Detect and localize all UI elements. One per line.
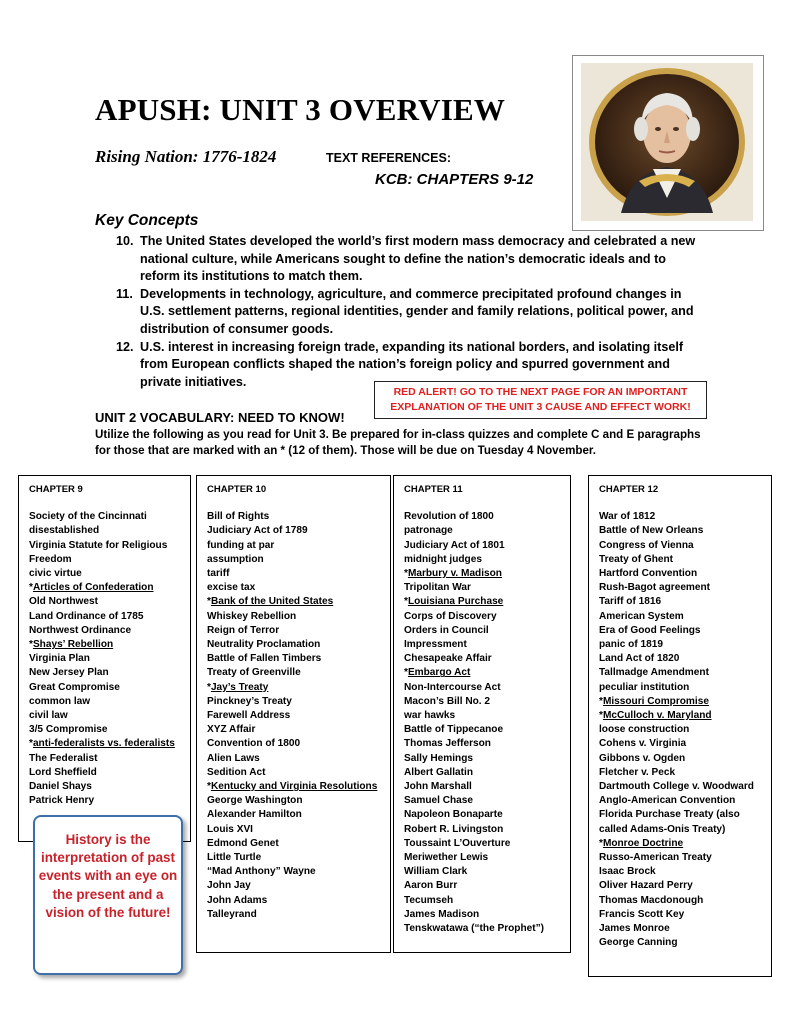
vocab-term xyxy=(404,695,560,709)
vocab-term xyxy=(29,610,180,624)
vocab-term xyxy=(599,581,761,595)
vocab-term-text: Battle of Fallen Timbers xyxy=(207,653,322,665)
vocab-term-text: Non-Intercourse Act xyxy=(404,681,501,693)
vocab-term xyxy=(29,766,180,780)
chapter-heading: CHAPTER 10 xyxy=(207,484,267,495)
vocab-term-text: Bill of Rights xyxy=(207,511,270,523)
vocab-term-text: anti-federalists vs. federalists xyxy=(32,738,175,750)
vocab-term-text: Articles of Confederation xyxy=(32,582,154,594)
vocab-term-text: Orders in Council xyxy=(404,624,489,636)
vocab-term-text: civic virtue xyxy=(29,568,82,580)
key-concept-number: 12. xyxy=(116,339,134,354)
vocab-term xyxy=(599,908,761,922)
vocab-term-text: Little Turtle xyxy=(207,852,262,864)
chapter-10-column xyxy=(196,475,391,953)
vocab-term xyxy=(207,539,380,553)
vocab-term xyxy=(29,581,180,595)
vocab-term xyxy=(207,808,380,822)
vocab-term-text: John Marshall xyxy=(404,781,472,793)
assignment-marker: * xyxy=(29,738,33,750)
vocab-term-text: Patrick Henry xyxy=(29,795,95,807)
vocab-term xyxy=(207,908,380,922)
vocab-term-text: Land Ordinance of 1785 xyxy=(29,610,144,622)
vocab-term-text: loose construction xyxy=(599,724,690,736)
assignment-marker: * xyxy=(599,695,603,707)
vocab-term-text: Convention of 1800 xyxy=(207,738,301,750)
vocab-term xyxy=(207,794,380,808)
vocab-term xyxy=(207,666,380,680)
vocab-term xyxy=(29,539,180,553)
vocab-term xyxy=(599,652,761,666)
vocab-term xyxy=(29,638,180,652)
vocab-term-text: Monroe Doctrine xyxy=(602,837,684,849)
chapter-12-column xyxy=(588,475,772,977)
vocab-term xyxy=(599,624,761,638)
vocab-term xyxy=(404,567,560,581)
vocab-term xyxy=(29,624,180,638)
vocab-term-text: Farewell Address xyxy=(207,710,291,722)
assignment-marker: * xyxy=(207,596,211,608)
vocab-term-text: Judiciary Act of 1801 xyxy=(404,539,505,551)
vocab-term-text: Era of Good Feelings xyxy=(599,624,701,636)
portrait-image xyxy=(581,63,753,221)
vocab-term-text: civil law xyxy=(29,710,68,722)
vocab-term xyxy=(207,851,380,865)
vocab-term-text: Battle of New Orleans xyxy=(599,525,704,537)
vocab-term xyxy=(29,780,180,794)
vocab-term xyxy=(404,752,560,766)
vocab-term-text: Oliver Hazard Perry xyxy=(599,880,693,892)
vocab-term-text: Edmond Genet xyxy=(207,837,279,849)
vocab-term xyxy=(599,638,761,652)
vocab-term xyxy=(207,624,380,638)
vocab-term-text: Treaty of Greenville xyxy=(207,667,301,679)
vocab-term-text: Embargo Act xyxy=(407,667,471,679)
vocab-term xyxy=(207,723,380,737)
vocab-term-text: “Mad Anthony” Wayne xyxy=(207,866,316,878)
unit-subtitle: Rising Nation: 1776-1824 xyxy=(95,147,277,166)
vocab-term-text: peculiar institution xyxy=(599,681,690,693)
vocab-term-text: James Madison xyxy=(404,908,480,920)
vocab-term xyxy=(207,865,380,879)
vocab-term xyxy=(404,837,560,851)
vocab-term xyxy=(207,524,380,538)
history-quote-callout xyxy=(33,815,183,975)
vocab-term xyxy=(207,752,380,766)
vocab-term-text: Fletcher v. Peck xyxy=(599,766,676,778)
vocab-term xyxy=(404,638,560,652)
vocab-term-text: Gibbons v. Ogden xyxy=(599,752,686,764)
history-quote-text: History is the interpretation of past events with an eye on the present and a vision of the future! xyxy=(38,832,178,920)
vocab-term-text: Thomas Jefferson xyxy=(404,738,491,750)
vocab-term-text: Tenskwatawa (“the Prophet”) xyxy=(404,923,545,935)
vocab-term-text: Thomas Macdonough xyxy=(599,894,704,906)
key-concept-text: U.S. interest in increasing foreign trade, expanding its national borders, and isolating itself from European conflicts shaped the nation’s foreign policy and spurred government and private initiatives. xyxy=(140,339,684,389)
vocab-term-text: Isaac Brock xyxy=(599,866,656,878)
assignment-marker: * xyxy=(207,681,211,693)
vocab-term-text: Society of the Cincinnati xyxy=(29,511,147,523)
vocab-term xyxy=(404,922,560,936)
vocab-term-text: James Monroe xyxy=(599,923,670,935)
vocab-term-text: Missouri Compromise xyxy=(602,695,709,707)
vocab-term xyxy=(599,794,761,808)
vocabulary-heading: UNIT 2 VOCABULARY: NEED TO KNOW! xyxy=(95,410,345,425)
vocab-term xyxy=(404,595,560,609)
vocab-term-text: Tariff of 1816 xyxy=(599,596,662,608)
vocab-term xyxy=(207,567,380,581)
vocab-term-text: Freedom xyxy=(29,553,72,565)
vocab-term xyxy=(599,510,761,524)
vocab-term-text: 3/5 Compromise xyxy=(29,724,108,736)
key-concept-text: The United States developed the world’s first modern mass democracy and celebrated a new national culture, while Americans sought to define the nation’s democratic ideals and to reform its institutions to match them. xyxy=(140,234,696,284)
vocab-term-text: John Adams xyxy=(207,894,268,906)
page-title: APUSH: UNIT 3 OVERVIEW xyxy=(95,92,506,127)
vocab-term xyxy=(207,837,380,851)
key-concept-number: 11. xyxy=(116,286,133,301)
assignment-marker: * xyxy=(599,837,603,849)
vocab-term-text: Daniel Shays xyxy=(29,781,92,793)
vocab-term xyxy=(599,808,761,836)
vocab-term xyxy=(599,922,761,936)
portrait-frame xyxy=(572,55,764,231)
vocab-term xyxy=(599,553,761,567)
vocab-term xyxy=(599,752,761,766)
vocab-term xyxy=(599,695,761,709)
vocab-term-text: Battle of Tippecanoe xyxy=(404,724,504,736)
kcb-chapters: KCB: CHAPTERS 9-12 xyxy=(375,171,534,188)
vocab-term xyxy=(599,737,761,751)
vocab-term-text: Northwest Ordinance xyxy=(29,624,132,636)
vocab-term-text: George Washington xyxy=(207,795,303,807)
vocab-term-text: Bank of the United States xyxy=(210,596,334,608)
vocab-term-text: Napoleon Bonaparte xyxy=(404,809,503,821)
vocab-term-text: patronage xyxy=(404,525,453,537)
vocab-term xyxy=(29,681,180,695)
vocab-term-text: Florida Purchase Treaty (also called Adams-Onis Treaty) xyxy=(599,809,740,835)
vocab-term-text: Anglo-American Convention xyxy=(599,795,736,807)
vocab-term-text: Virginia Plan xyxy=(29,653,90,665)
vocab-term-text: American System xyxy=(599,610,684,622)
vocab-term xyxy=(404,879,560,893)
chapter-9-column xyxy=(18,475,191,842)
vocab-term-text: Alexander Hamilton xyxy=(207,809,302,821)
vocab-term xyxy=(404,666,560,680)
vocab-term xyxy=(599,595,761,609)
vocab-term-text: excise tax xyxy=(207,582,256,594)
vocab-term-text: Congress of Vienna xyxy=(599,539,694,551)
red-alert-line-2: EXPLANATION OF THE UNIT 3 CAUSE AND EFFECT WORK! xyxy=(390,401,691,413)
vocab-term xyxy=(404,510,560,524)
vocab-term-text: Dartmouth College v. Woodward xyxy=(599,781,754,793)
key-concepts-list xyxy=(104,233,704,391)
vocab-term xyxy=(207,610,380,624)
chapter-heading: CHAPTER 12 xyxy=(599,484,659,495)
vocab-term-text: war hawks xyxy=(404,710,456,722)
chapter-heading: CHAPTER 11 xyxy=(404,484,463,495)
vocab-term-text: Virginia Statute for Religious xyxy=(29,539,168,551)
vocab-term-text: George Canning xyxy=(599,937,678,949)
vocab-term xyxy=(207,595,380,609)
vocab-term-text: Sally Hemings xyxy=(404,752,474,764)
vocab-term-text: Pinckney’s Treaty xyxy=(207,695,292,707)
vocab-term-text: disestablished xyxy=(29,525,100,537)
vocab-term-text: Jay’s Treaty xyxy=(210,681,269,693)
vocab-term xyxy=(404,766,560,780)
vocab-term xyxy=(404,808,560,822)
vocab-term xyxy=(207,553,380,567)
vocab-term xyxy=(404,908,560,922)
vocab-term-text: Marbury v. Madison xyxy=(407,568,502,580)
vocab-term xyxy=(404,823,560,837)
vocab-term xyxy=(404,681,560,695)
vocab-term-text: Rush-Bagot agreement xyxy=(599,582,711,594)
vocab-term xyxy=(404,894,560,908)
vocab-term xyxy=(599,723,761,737)
vocab-term xyxy=(599,780,761,794)
assignment-marker: * xyxy=(404,568,408,580)
vocab-term xyxy=(404,723,560,737)
vocab-term xyxy=(29,737,180,751)
vocab-term xyxy=(404,539,560,553)
vocab-term xyxy=(29,510,180,524)
vocabulary-instructions: Utilize the following as you read for Unit 3. Be prepared for in-class quizzes and complete C and E paragraphs for those that are marked with an * (12 of them). Those will be due on Tuesday 4 November. xyxy=(95,428,701,457)
vocab-term-text: Alien Laws xyxy=(207,752,260,764)
vocab-term-text: Kentucky and Virginia Resolutions xyxy=(210,781,378,793)
vocab-term xyxy=(599,539,761,553)
vocab-term xyxy=(404,865,560,879)
vocab-term-text: Cohens v. Virginia xyxy=(599,738,687,750)
vocab-term-text: The Federalist xyxy=(29,752,98,764)
vocab-term xyxy=(599,851,761,865)
vocab-term xyxy=(207,581,380,595)
vocab-term-text: Hartford Convention xyxy=(599,568,698,580)
vocab-term xyxy=(29,524,180,538)
assignment-marker: * xyxy=(404,667,408,679)
vocab-term xyxy=(29,695,180,709)
vocab-term-text: Toussaint L’Ouverture xyxy=(404,837,511,849)
vocab-term xyxy=(207,510,380,524)
chapter-heading: CHAPTER 9 xyxy=(29,484,83,495)
red-alert-line-1: RED ALERT! GO TO THE NEXT PAGE FOR AN IMPORTANT xyxy=(393,386,688,398)
vocab-term-text: Tallmadge Amendment xyxy=(599,667,709,679)
vocab-term-text: Samuel Chase xyxy=(404,795,474,807)
vocab-term xyxy=(404,737,560,751)
key-concept-item xyxy=(104,286,704,339)
vocab-term-text: Russo-American Treaty xyxy=(599,852,712,864)
vocab-term-text: funding at par xyxy=(207,539,275,551)
vocab-term-text: Talleyrand xyxy=(207,908,257,920)
vocab-term-text: panic of 1819 xyxy=(599,639,663,651)
vocab-term-text: Treaty of Ghent xyxy=(599,553,674,565)
vocab-term xyxy=(404,652,560,666)
assignment-marker: * xyxy=(29,582,33,594)
vocab-term-text: Tripolitan War xyxy=(404,582,471,594)
vocab-term-text: John Jay xyxy=(207,880,251,892)
vocab-term-text: Meriwether Lewis xyxy=(404,852,489,864)
vocab-term-text: Impressment xyxy=(404,639,467,651)
vocab-term-text: Lord Sheffield xyxy=(29,766,97,778)
vocab-term xyxy=(404,524,560,538)
vocab-term-text: William Clark xyxy=(404,866,468,878)
vocab-term-text: assumption xyxy=(207,553,264,565)
vocab-term xyxy=(207,780,380,794)
vocab-term-text: Revolution of 1800 xyxy=(404,511,494,523)
vocab-term xyxy=(207,766,380,780)
vocab-term xyxy=(29,723,180,737)
vocab-term-text: McCulloch v. Maryland xyxy=(602,710,712,722)
vocab-term xyxy=(599,709,761,723)
washington-portrait-icon xyxy=(581,63,753,221)
vocab-term xyxy=(207,823,380,837)
vocab-term xyxy=(599,666,761,680)
vocab-term-text: Louis XVI xyxy=(207,823,253,835)
vocab-term-text: Land Act of 1820 xyxy=(599,653,680,665)
vocab-term xyxy=(207,695,380,709)
vocab-term xyxy=(599,894,761,908)
vocab-term xyxy=(599,837,761,851)
vocab-term-text: Great Compromise xyxy=(29,681,120,693)
vocab-term-text: War of 1812 xyxy=(599,511,656,523)
vocab-term-text: Reign of Terror xyxy=(207,624,280,636)
vocab-term-text: XYZ Affair xyxy=(207,724,256,736)
vocab-term xyxy=(207,879,380,893)
vocab-term xyxy=(207,681,380,695)
vocab-term xyxy=(207,638,380,652)
vocab-term xyxy=(29,752,180,766)
key-concept-item xyxy=(104,233,704,286)
vocab-term xyxy=(599,766,761,780)
key-concept-text: Developments in technology, agriculture, and commerce precipitated profound changes in U.S. settlement patterns, regional identities, gender and family relations, political power, and distribution of consumer goods. xyxy=(140,286,694,336)
vocab-term-text: midnight judges xyxy=(404,553,482,565)
vocab-term-text: tariff xyxy=(207,568,230,580)
vocab-term xyxy=(404,610,560,624)
vocab-term-text: Sedition Act xyxy=(207,766,266,778)
key-concepts-heading: Key Concepts xyxy=(95,212,199,229)
vocab-term xyxy=(207,737,380,751)
vocab-term xyxy=(599,567,761,581)
vocab-term xyxy=(599,865,761,879)
vocab-term xyxy=(29,652,180,666)
vocab-term xyxy=(404,851,560,865)
vocab-term xyxy=(404,553,560,567)
assignment-marker: * xyxy=(207,781,211,793)
vocab-term-text: Tecumseh xyxy=(404,894,454,906)
vocab-term-text: common law xyxy=(29,695,91,707)
vocab-term-text: Albert Gallatin xyxy=(404,766,473,778)
chapter-11-column xyxy=(393,475,571,953)
vocab-term xyxy=(207,652,380,666)
vocab-term xyxy=(599,524,761,538)
vocab-term xyxy=(207,894,380,908)
vocab-term xyxy=(29,553,180,567)
red-alert-box xyxy=(374,381,707,419)
vocab-term xyxy=(599,879,761,893)
vocab-term-text: Francis Scott Key xyxy=(599,908,685,920)
vocab-term xyxy=(599,936,761,950)
vocab-term-text: Whiskey Rebellion xyxy=(207,610,297,622)
vocab-term-text: Neutrality Proclamation xyxy=(207,639,321,651)
vocab-term xyxy=(29,595,180,609)
vocab-term-text: Macon’s Bill No. 2 xyxy=(404,695,490,707)
vocab-term xyxy=(404,581,560,595)
vocab-term xyxy=(207,709,380,723)
vocab-term-text: Old Northwest xyxy=(29,596,98,608)
vocab-term xyxy=(404,780,560,794)
vocab-term-text: Robert R. Livingston xyxy=(404,823,504,835)
vocab-term xyxy=(29,794,180,808)
vocab-term xyxy=(404,709,560,723)
vocab-term xyxy=(29,666,180,680)
vocab-term-text: Chesapeake Affair xyxy=(404,653,492,665)
text-references-label: TEXT REFERENCES: xyxy=(326,151,452,165)
vocab-term xyxy=(599,610,761,624)
vocab-term xyxy=(599,681,761,695)
vocab-term-text: Louisiana Purchase xyxy=(407,596,504,608)
vocab-term-text: Judiciary Act of 1789 xyxy=(207,525,308,537)
vocab-term-text: Shays’ Rebellion xyxy=(32,639,114,651)
vocab-term-text: Aaron Burr xyxy=(404,880,458,892)
key-concept-number: 10. xyxy=(116,234,134,248)
vocab-term-text: Corps of Discovery xyxy=(404,610,497,622)
assignment-marker: * xyxy=(599,710,603,722)
assignment-marker: * xyxy=(29,639,33,651)
assignment-marker: * xyxy=(404,596,408,608)
vocab-term-text: New Jersey Plan xyxy=(29,667,109,679)
vocab-term xyxy=(29,709,180,723)
vocab-term xyxy=(404,794,560,808)
vocab-term xyxy=(29,567,180,581)
vocab-term xyxy=(404,624,560,638)
